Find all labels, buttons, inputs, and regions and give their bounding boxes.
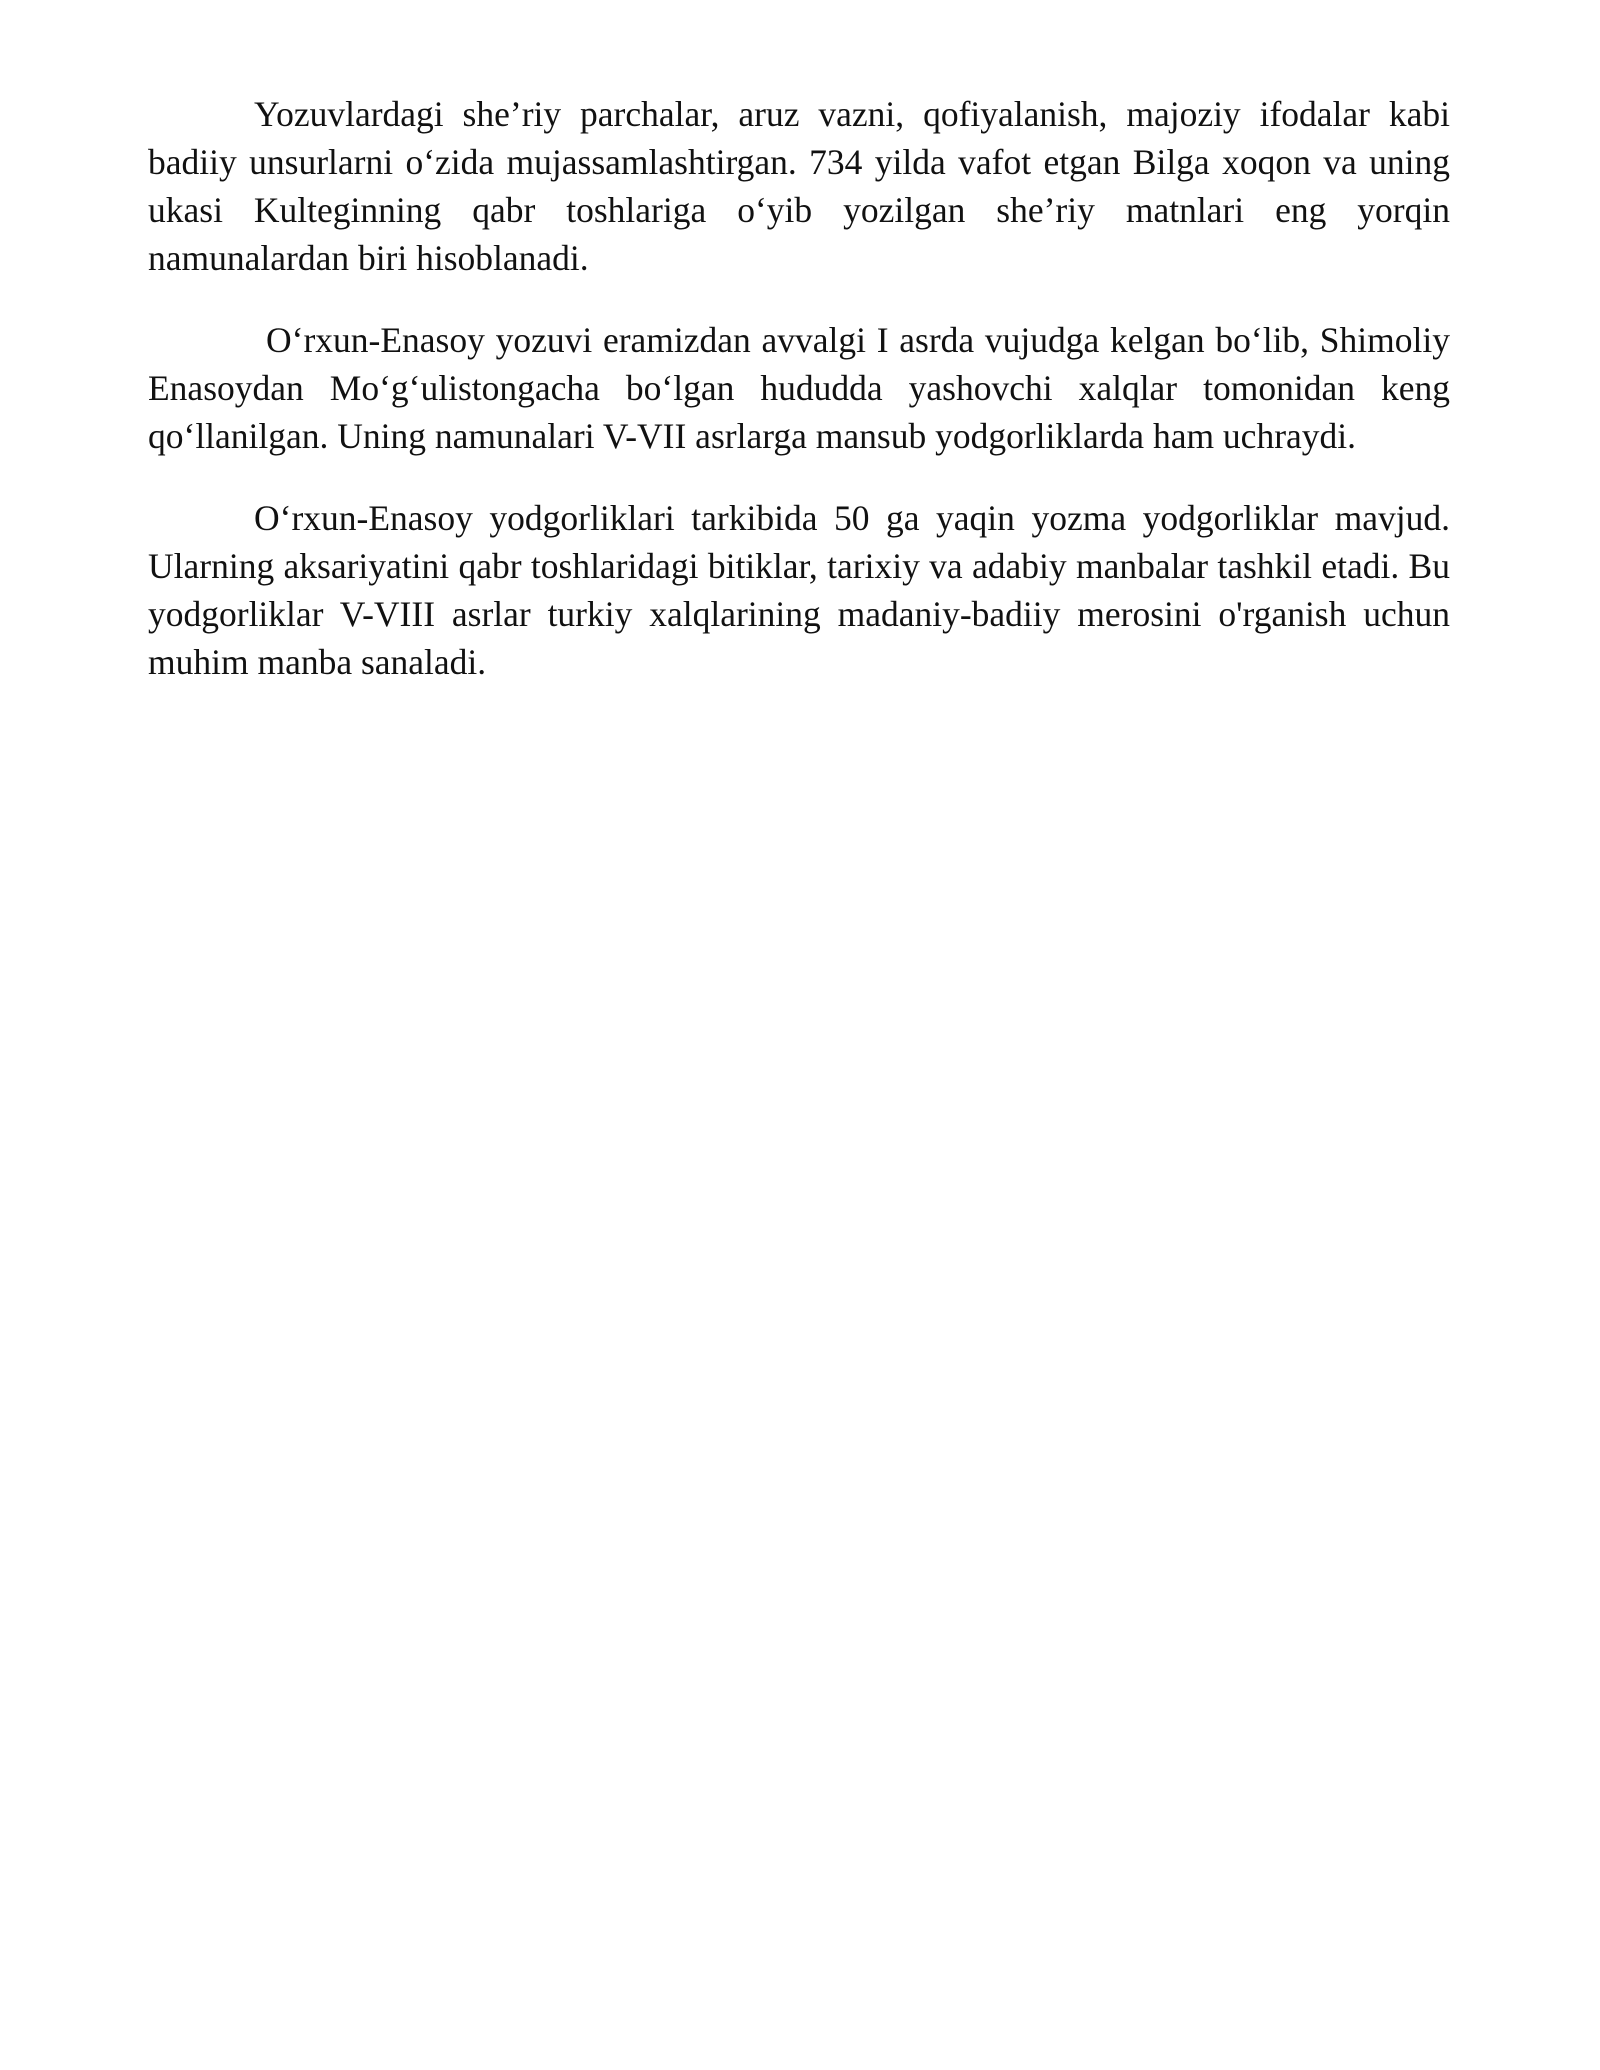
paragraph-3: O‘rxun-Enasoy yodgorliklari tarkibida 50 ga yaqin yozma yodgorliklar mavjud. Ularning aksariyatini qabr toshlaridagi bitiklar, tarixiy va adabiy manbalar tashkil etadi. Bu yodgorliklar V-VIII asrlar turkiy xalqlarining madaniy-badiiy merosini o'rganish uchun muhim manba sanaladi. [148, 498, 1450, 682]
paragraph-1: Yozuvlardagi she’riy parchalar, aruz vazni, qofiyalanish, majoziy ifodalar kabi badiiy unsurlarni o‘zida mujassamlashtirgan. 734 yilda vafot etgan Bilga xoqon va uning ukasi Kulteginning qabr toshlariga o‘yib yozilgan she’riy matnlari eng yorqin namunalardan biri hisoblanadi. [148, 94, 1450, 278]
document-body [148, 90, 1450, 720]
paragraph-2: O‘rxun-Enasoy yozuvi eramizdan avvalgi I asrda vujudga kelgan bo‘lib, Shimoliy Enasoydan Mo‘g‘ulistongacha bo‘lgan hududda yashovchi xalqlar tomonidan keng qo‘llanilgan. Uning namunalari V-VII asrlarga mansub yodgorliklarda ham uchraydi. [148, 320, 1450, 456]
